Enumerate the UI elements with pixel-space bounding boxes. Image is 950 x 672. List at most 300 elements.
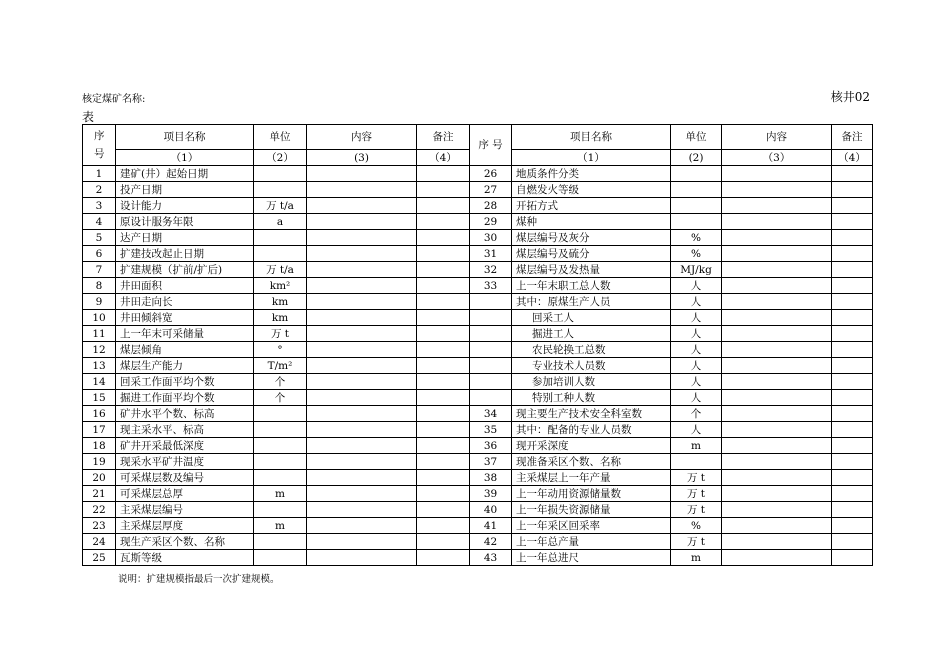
table-row	[83, 502, 873, 518]
table-row	[83, 550, 873, 566]
item-remark	[417, 550, 470, 566]
item-remark-right	[832, 518, 873, 534]
idx-remark-right: （4）	[832, 150, 873, 166]
item-name: 掘进工作面平均个数	[116, 390, 254, 406]
item-content-right	[722, 198, 832, 214]
item-unit	[254, 422, 307, 438]
item-name: 矿井开采最低深度	[116, 438, 254, 454]
header-content-right: 内容	[722, 125, 832, 150]
item-unit: km	[254, 310, 307, 326]
item-content-right	[722, 246, 832, 262]
item-unit-right	[671, 454, 722, 470]
item-name-right: 掘进工人	[512, 326, 671, 342]
item-content	[307, 198, 417, 214]
item-name: 设计能力	[116, 198, 254, 214]
item-content	[307, 294, 417, 310]
header-remark: 备注	[417, 125, 470, 150]
item-remark-right	[832, 166, 873, 182]
table-row	[83, 390, 873, 406]
header-unit: 单位	[254, 125, 307, 150]
row-no: 3	[83, 198, 116, 214]
table-row	[83, 166, 873, 182]
idx-content: (3)	[307, 150, 417, 166]
item-remark	[417, 246, 470, 262]
table-row	[83, 246, 873, 262]
item-name-right: 上一年损失资源储量	[512, 502, 671, 518]
item-name-right: 上一年动用资源储量数	[512, 486, 671, 502]
row-no: 6	[83, 246, 116, 262]
row-no-right: 35	[470, 422, 512, 438]
header-content: 内容	[307, 125, 417, 150]
item-content-right	[722, 454, 832, 470]
item-unit: 万 t	[254, 326, 307, 342]
item-unit-right: 万 t	[671, 502, 722, 518]
item-remark-right	[832, 182, 873, 198]
row-no: 4	[83, 214, 116, 230]
item-name-right: 煤层编号及硫分	[512, 246, 671, 262]
row-no: 9	[83, 294, 116, 310]
table-row	[83, 326, 873, 342]
table-word: 表	[82, 110, 95, 124]
item-remark-right	[832, 294, 873, 310]
item-content	[307, 358, 417, 374]
item-unit: 个	[254, 390, 307, 406]
item-content	[307, 486, 417, 502]
item-remark-right	[832, 502, 873, 518]
header-no: 序号	[83, 125, 116, 166]
item-remark-right	[832, 534, 873, 550]
item-remark-right	[832, 406, 873, 422]
item-name: 主采煤层编号	[116, 502, 254, 518]
item-unit-right: 人	[671, 278, 722, 294]
item-unit	[254, 182, 307, 198]
item-name: 建矿(井）起始日期	[116, 166, 254, 182]
item-content	[307, 310, 417, 326]
row-no: 24	[83, 534, 116, 550]
item-content-right	[722, 326, 832, 342]
item-unit: km	[254, 294, 307, 310]
item-name-right: 上一年末职工总人数	[512, 278, 671, 294]
row-no: 22	[83, 502, 116, 518]
table-row	[83, 534, 873, 550]
item-name: 煤层倾角	[116, 342, 254, 358]
table-row	[83, 262, 873, 278]
item-name: 可采煤层数及编号	[116, 470, 254, 486]
row-no-right: 28	[470, 198, 512, 214]
item-content-right	[722, 278, 832, 294]
item-content	[307, 454, 417, 470]
item-unit-right: 个	[671, 406, 722, 422]
row-no: 12	[83, 342, 116, 358]
row-no: 1	[83, 166, 116, 182]
item-name-right: 回采工人	[512, 310, 671, 326]
row-no-right: 31	[470, 246, 512, 262]
item-remark-right	[832, 486, 873, 502]
table-row	[83, 278, 873, 294]
header-name-right: 项目名称	[512, 125, 671, 150]
item-remark-right	[832, 278, 873, 294]
item-content	[307, 470, 417, 486]
row-no-right: 33	[470, 278, 512, 294]
item-unit: a	[254, 214, 307, 230]
item-unit-right: 人	[671, 422, 722, 438]
item-name-right: 现准备采区个数、名称	[512, 454, 671, 470]
row-no-right	[470, 326, 512, 342]
item-name: 达产日期	[116, 230, 254, 246]
row-no: 23	[83, 518, 116, 534]
table-row	[83, 198, 873, 214]
item-content-right	[722, 486, 832, 502]
header-no-right: 序 号	[470, 125, 512, 166]
item-content-right	[722, 502, 832, 518]
table-row	[83, 214, 873, 230]
item-unit: °	[254, 342, 307, 358]
row-no-right	[470, 310, 512, 326]
item-remark	[417, 214, 470, 230]
item-content	[307, 550, 417, 566]
item-unit-right: 人	[671, 326, 722, 342]
row-no: 11	[83, 326, 116, 342]
table-row	[83, 454, 873, 470]
row-no: 7	[83, 262, 116, 278]
item-content	[307, 262, 417, 278]
row-no: 18	[83, 438, 116, 454]
idx-content-right: （3）	[722, 150, 832, 166]
row-no-right	[470, 358, 512, 374]
item-unit-right: %	[671, 246, 722, 262]
item-name: 矿井水平个数、标高	[116, 406, 254, 422]
item-name: 井田面积	[116, 278, 254, 294]
item-remark-right	[832, 454, 873, 470]
table-row	[83, 358, 873, 374]
item-name-right: 开拓方式	[512, 198, 671, 214]
item-remark-right	[832, 390, 873, 406]
item-name: 井田走向长	[116, 294, 254, 310]
item-remark-right	[832, 310, 873, 326]
item-content	[307, 342, 417, 358]
row-no-right: 40	[470, 502, 512, 518]
row-no-right: 43	[470, 550, 512, 566]
table-row	[83, 486, 873, 502]
idx-name-right: （1）	[512, 150, 671, 166]
item-name: 现主采水平、标高	[116, 422, 254, 438]
item-content-right	[722, 262, 832, 278]
item-unit-right: %	[671, 518, 722, 534]
item-content-right	[722, 390, 832, 406]
item-name: 煤层生产能力	[116, 358, 254, 374]
item-content-right	[722, 438, 832, 454]
row-no-right	[470, 374, 512, 390]
item-content	[307, 246, 417, 262]
table-row	[83, 294, 873, 310]
item-unit-right: 万 t	[671, 486, 722, 502]
item-remark	[417, 294, 470, 310]
item-remark-right	[832, 262, 873, 278]
item-name-right: 地质条件分类	[512, 166, 671, 182]
table-row	[83, 422, 873, 438]
item-unit	[254, 230, 307, 246]
item-remark	[417, 310, 470, 326]
table-body	[83, 166, 873, 566]
item-remark	[417, 326, 470, 342]
item-content-right	[722, 406, 832, 422]
item-name-right: 特别工种人数	[512, 390, 671, 406]
item-name-right: 煤层编号及灰分	[512, 230, 671, 246]
item-content-right	[722, 166, 832, 182]
item-name-right: 上一年采区回采率	[512, 518, 671, 534]
table-row	[83, 182, 873, 198]
row-no-right: 41	[470, 518, 512, 534]
table-row	[83, 230, 873, 246]
item-name-right: 现主要生产技术安全科室数	[512, 406, 671, 422]
item-unit-right	[671, 198, 722, 214]
header-row-1	[83, 125, 873, 150]
item-unit: m	[254, 518, 307, 534]
item-unit-right	[671, 182, 722, 198]
row-no: 25	[83, 550, 116, 566]
header-name: 项目名称	[116, 125, 254, 150]
item-content-right	[722, 358, 832, 374]
item-content	[307, 390, 417, 406]
row-no: 13	[83, 358, 116, 374]
table-row	[83, 374, 873, 390]
item-unit: km²	[254, 278, 307, 294]
row-no: 16	[83, 406, 116, 422]
item-unit	[254, 470, 307, 486]
item-name-right: 煤层编号及发热量	[512, 262, 671, 278]
form-code: 核井02	[830, 90, 870, 104]
item-remark	[417, 486, 470, 502]
item-remark	[417, 374, 470, 390]
item-content	[307, 278, 417, 294]
row-no-right: 37	[470, 454, 512, 470]
table-row	[83, 342, 873, 358]
item-remark	[417, 358, 470, 374]
item-unit: 万 t/a	[254, 198, 307, 214]
item-remark	[417, 502, 470, 518]
item-unit-right: 人	[671, 342, 722, 358]
item-name-right: 参加培训人数	[512, 374, 671, 390]
item-remark	[417, 390, 470, 406]
item-name-right: 上一年总产量	[512, 534, 671, 550]
item-remark	[417, 470, 470, 486]
item-content	[307, 230, 417, 246]
idx-name: （1）	[116, 150, 254, 166]
row-no: 20	[83, 470, 116, 486]
item-remark-right	[832, 198, 873, 214]
item-name: 主采煤层厚度	[116, 518, 254, 534]
item-name-right: 现开采深度	[512, 438, 671, 454]
header-unit-right: 单位	[671, 125, 722, 150]
row-no: 8	[83, 278, 116, 294]
item-unit-right: 万 t	[671, 534, 722, 550]
item-remark-right	[832, 230, 873, 246]
item-name-right: 专业技术人员数	[512, 358, 671, 374]
item-content-right	[722, 294, 832, 310]
item-remark	[417, 198, 470, 214]
item-name: 扩建技改起止日期	[116, 246, 254, 262]
item-name: 现采水平矿井温度	[116, 454, 254, 470]
item-unit-right: m	[671, 438, 722, 454]
item-remark	[417, 406, 470, 422]
item-name: 瓦斯等级	[116, 550, 254, 566]
item-content-right	[722, 342, 832, 358]
item-unit-right: MJ/kg	[671, 262, 722, 278]
table-row	[83, 438, 873, 454]
header-remark-right: 备注	[832, 125, 873, 150]
row-no-right	[470, 294, 512, 310]
item-unit	[254, 550, 307, 566]
item-remark	[417, 166, 470, 182]
row-no-right: 36	[470, 438, 512, 454]
item-remark	[417, 342, 470, 358]
item-content	[307, 438, 417, 454]
item-name: 井田倾斜宽	[116, 310, 254, 326]
item-name: 现生产采区个数、名称	[116, 534, 254, 550]
item-remark	[417, 518, 470, 534]
item-remark-right	[832, 374, 873, 390]
item-remark-right	[832, 358, 873, 374]
item-content	[307, 182, 417, 198]
item-remark-right	[832, 422, 873, 438]
row-no-right	[470, 342, 512, 358]
row-no: 14	[83, 374, 116, 390]
item-remark	[417, 230, 470, 246]
item-remark	[417, 262, 470, 278]
item-unit	[254, 534, 307, 550]
item-name-right: 农民轮换工总数	[512, 342, 671, 358]
table-row	[83, 406, 873, 422]
item-content	[307, 534, 417, 550]
item-remark-right	[832, 470, 873, 486]
item-unit	[254, 406, 307, 422]
item-unit	[254, 502, 307, 518]
item-remark	[417, 438, 470, 454]
item-remark-right	[832, 214, 873, 230]
item-remark-right	[832, 342, 873, 358]
table-row	[83, 310, 873, 326]
item-unit-right: 人	[671, 310, 722, 326]
item-content	[307, 374, 417, 390]
row-no: 5	[83, 230, 116, 246]
item-unit-right: %	[671, 230, 722, 246]
item-unit-right	[671, 214, 722, 230]
item-name: 回采工作面平均个数	[116, 374, 254, 390]
item-unit-right	[671, 166, 722, 182]
item-unit	[254, 454, 307, 470]
item-name: 上一年末可采储量	[116, 326, 254, 342]
item-remark	[417, 534, 470, 550]
row-no-right: 27	[470, 182, 512, 198]
item-unit	[254, 246, 307, 262]
item-name-right: 主采煤层上一年产量	[512, 470, 671, 486]
item-name: 原设计服务年限	[116, 214, 254, 230]
row-no: 19	[83, 454, 116, 470]
item-name-right: 煤种	[512, 214, 671, 230]
item-name-right: 其中：原煤生产人员	[512, 294, 671, 310]
row-no-right: 34	[470, 406, 512, 422]
item-remark-right	[832, 246, 873, 262]
idx-remark: （4）	[417, 150, 470, 166]
item-content	[307, 502, 417, 518]
item-content	[307, 406, 417, 422]
item-unit: 个	[254, 374, 307, 390]
row-no-right: 38	[470, 470, 512, 486]
item-content-right	[722, 182, 832, 198]
item-name: 扩建规模（扩前/扩后)	[116, 262, 254, 278]
table-row	[83, 470, 873, 486]
row-no: 2	[83, 182, 116, 198]
item-unit	[254, 438, 307, 454]
item-content-right	[722, 374, 832, 390]
item-name-right: 自燃发火等级	[512, 182, 671, 198]
item-remark-right	[832, 550, 873, 566]
item-name: 可采煤层总厚	[116, 486, 254, 502]
item-remark	[417, 182, 470, 198]
idx-unit: （2）	[254, 150, 307, 166]
item-unit: 万 t/a	[254, 262, 307, 278]
row-no: 10	[83, 310, 116, 326]
item-content	[307, 166, 417, 182]
row-no-right: 26	[470, 166, 512, 182]
item-unit-right: 人	[671, 390, 722, 406]
item-content-right	[722, 470, 832, 486]
row-no-right: 32	[470, 262, 512, 278]
item-content-right	[722, 214, 832, 230]
row-no: 21	[83, 486, 116, 502]
item-unit: m	[254, 486, 307, 502]
item-name: 投产日期	[116, 182, 254, 198]
item-content-right	[722, 534, 832, 550]
item-unit-right: 人	[671, 374, 722, 390]
item-content-right	[722, 230, 832, 246]
row-no-right: 29	[470, 214, 512, 230]
item-unit-right: 人	[671, 358, 722, 374]
item-unit-right: 人	[671, 294, 722, 310]
row-no: 15	[83, 390, 116, 406]
item-content-right	[722, 422, 832, 438]
item-name-right: 上一年总进尺	[512, 550, 671, 566]
item-content	[307, 518, 417, 534]
item-unit: T/m²	[254, 358, 307, 374]
mine-info-table	[82, 124, 873, 566]
item-unit-right: m	[671, 550, 722, 566]
mine-name-label: 核定煤矿名称:	[82, 94, 146, 105]
idx-unit-right: (2)	[671, 150, 722, 166]
item-remark	[417, 422, 470, 438]
footnote: 说明：扩建规模指最后一次扩建规模。	[118, 574, 280, 585]
item-content	[307, 214, 417, 230]
item-content-right	[722, 518, 832, 534]
item-content-right	[722, 310, 832, 326]
item-content-right	[722, 550, 832, 566]
row-no: 17	[83, 422, 116, 438]
item-unit	[254, 166, 307, 182]
row-no-right	[470, 390, 512, 406]
item-unit-right: 万 t	[671, 470, 722, 486]
row-no-right: 42	[470, 534, 512, 550]
item-content	[307, 422, 417, 438]
row-no-right: 39	[470, 486, 512, 502]
item-content	[307, 326, 417, 342]
item-remark	[417, 278, 470, 294]
item-remark	[417, 454, 470, 470]
table-row	[83, 518, 873, 534]
item-name-right: 其中：配备的专业人员数	[512, 422, 671, 438]
item-remark-right	[832, 438, 873, 454]
row-no-right: 30	[470, 230, 512, 246]
item-remark-right	[832, 326, 873, 342]
